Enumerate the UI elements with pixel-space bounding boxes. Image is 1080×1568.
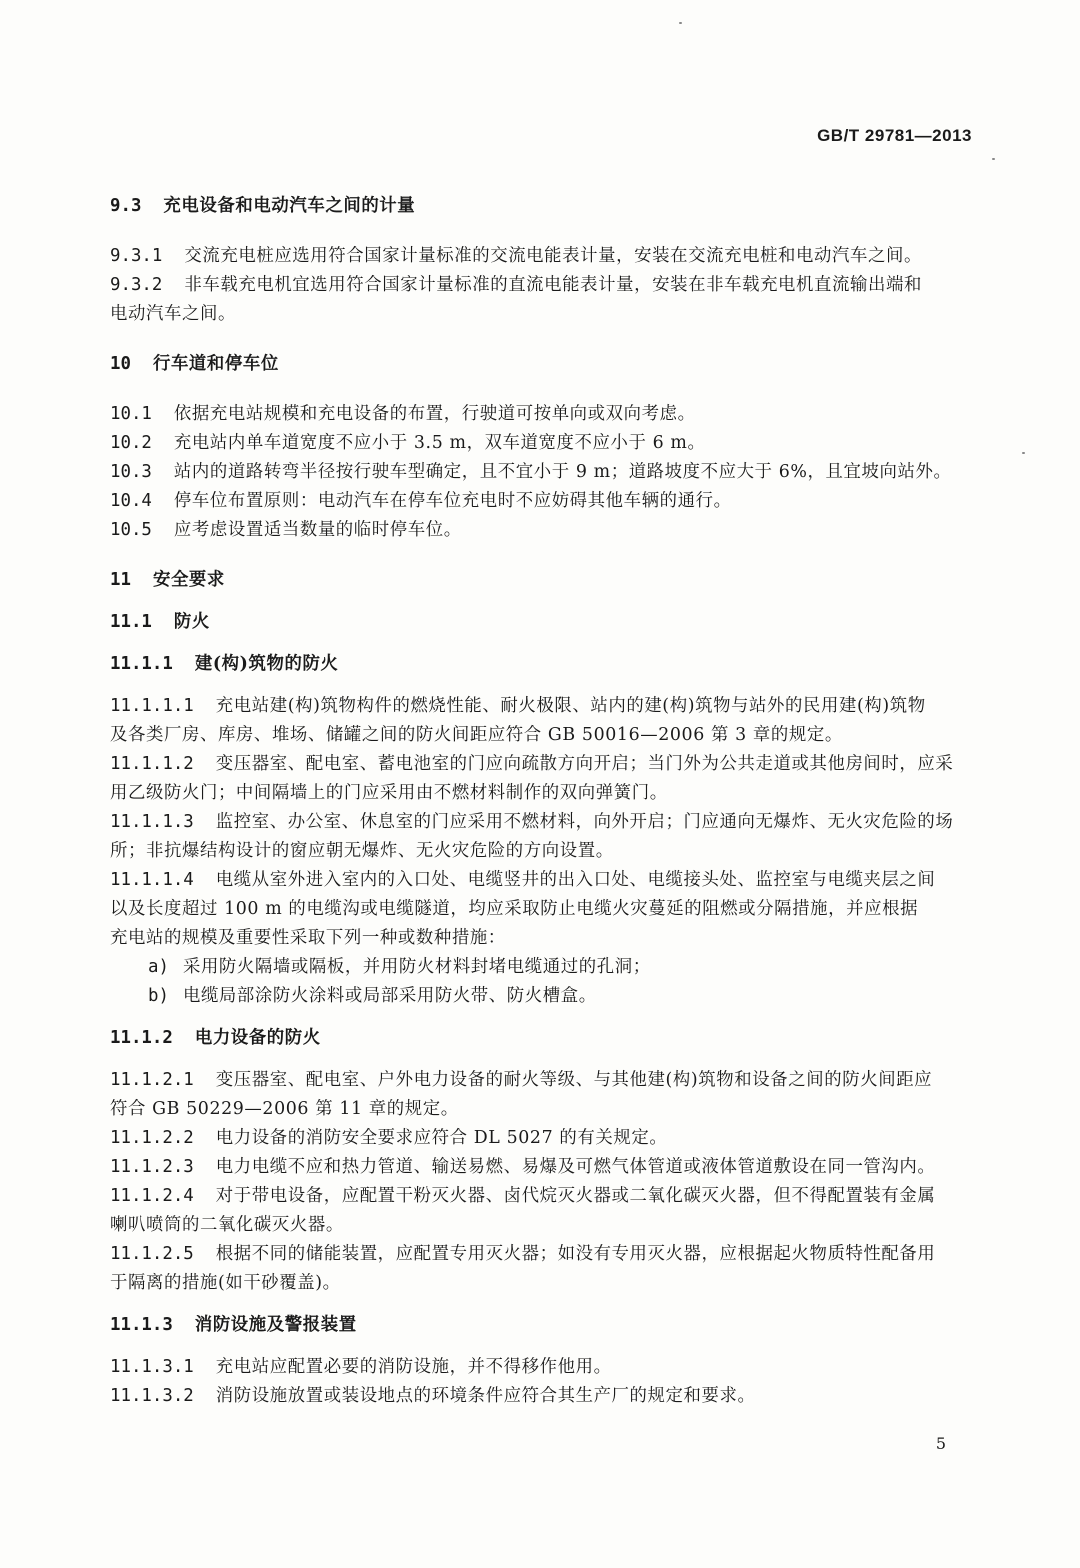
clause-number: 9.3.1 <box>110 246 163 266</box>
clause-number: 11.1 <box>110 612 152 632</box>
clause-text: 及各类厂房、库房、堆场、储罐之间的防火间距应符合 GB 50016—2006 第 3 章的规定。 <box>110 725 843 745</box>
standard-code: GB/T 29781—2013 <box>817 126 972 145</box>
clause-text: 于隔离的措施(如干砂覆盖)。 <box>110 1273 341 1293</box>
clause-text: 符合 GB 50229—2006 第 11 章的规定。 <box>110 1099 459 1119</box>
list-item <box>110 982 972 1011</box>
clause-text: 非车载充电机宜选用符合国家计量标准的直流电能表计量，安装在非车载充电机直流输出端和 <box>184 275 922 295</box>
clause-text: 变压器室、配电室、户外电力设备的耐火等级、与其他建(构)筑物和设备之间的防火间距应 <box>215 1070 933 1090</box>
clause-text: 站内的道路转弯半径按行驶车型确定，且不宜小于 9 m；道路坡度不应大于 6%，且宜坡向站外。 <box>173 462 952 482</box>
clause-text: 采用防火隔墙或隔板，并用防火材料封堵电缆通过的孔洞； <box>182 957 651 977</box>
paragraph-line <box>110 1382 972 1411</box>
clause-number: 9.3.2 <box>110 275 163 295</box>
scan-speck <box>992 158 995 160</box>
clause-text: 停车位布置原则：电动汽车在停车位充电时不应妨碍其他车辆的通行。 <box>173 491 732 511</box>
clause-text: 用乙级防火门；中间隔墙上的门应采用由不燃材料制作的双向弹簧门。 <box>110 783 668 803</box>
clause-number: 10.5 <box>110 520 152 540</box>
paragraph-line <box>110 1269 972 1298</box>
clause-number: 10.1 <box>110 404 152 424</box>
paragraph-line <box>110 837 972 866</box>
paragraph-line <box>110 1353 972 1382</box>
clause-number: 11.1.1.2 <box>110 754 194 774</box>
paragraph-line <box>110 779 972 808</box>
clause-text: 消防设施及警报装置 <box>194 1315 357 1335</box>
list-item <box>110 953 972 982</box>
scan-speck <box>1022 452 1025 454</box>
paragraph-line <box>110 400 972 429</box>
clause-text: 消防设施放置或装设地点的环境条件应符合其生产厂的规定和要求。 <box>215 1386 756 1406</box>
paragraph-line <box>110 271 972 300</box>
clause-text: 充电站的规模及重要性采取下列一种或数种措施： <box>110 928 506 948</box>
clause-text: 根据不同的储能装置，应配置专用灭火器；如没有专用灭火器，应根据起火物质特性配备用 <box>215 1244 936 1264</box>
page-number: 5 <box>935 1434 946 1453</box>
paragraph-line <box>110 692 972 721</box>
paragraph-line <box>110 1153 972 1182</box>
document-body <box>110 192 972 1411</box>
paragraph-line <box>110 429 972 458</box>
section-heading <box>110 566 972 595</box>
clause-number: 11.1.1.1 <box>110 696 194 716</box>
paragraph-line <box>110 516 972 545</box>
clause-text: 变压器室、配电室、蓄电池室的门应向疏散方向开启；当门外为公共走道或其他房间时，应采 <box>215 754 954 774</box>
clause-text: 电力设备的防火 <box>194 1028 321 1048</box>
paragraph-line <box>110 242 972 271</box>
clause-text: 建(构)筑物的防火 <box>194 654 339 674</box>
clause-text: 防火 <box>173 612 210 632</box>
scan-speck <box>679 22 682 24</box>
clause-number: 10.4 <box>110 491 152 511</box>
clause-text: 电缆从室外进入室内的入口处、电缆竖井的出入口处、电缆接头处、监控室与电缆夹层之间 <box>215 870 936 890</box>
paragraph-line <box>110 1095 972 1124</box>
paragraph-line <box>110 895 972 924</box>
clause-number: 10.2 <box>110 433 152 453</box>
clause-text: 电动汽车之间。 <box>110 304 236 324</box>
clause-text: 充电站应配置必要的消防设施，并不得移作他用。 <box>215 1357 612 1377</box>
section-heading <box>110 350 972 379</box>
clause-text: 交流充电桩应选用符合国家计量标准的交流电能表计量，安装在交流充电桩和电动汽车之间。 <box>184 246 922 266</box>
paragraph-line <box>110 1066 972 1095</box>
clause-text: 电力电缆不应和热力管道、输送易燃、易爆及可燃气体管道或液体管道敷设在同一管沟内。 <box>215 1157 936 1177</box>
clause-text: 充电设备和电动汽车之间的计量 <box>163 196 416 216</box>
clause-text: 以及长度超过 100 m 的电缆沟或电缆隧道，均应采取防止电缆火灾蔓延的阻燃或分隔措施，并应根据 <box>110 899 919 919</box>
paragraph-line <box>110 1211 972 1240</box>
clause-text: 充电站建(构)筑物构件的燃烧性能、耐火极限、站内的建(构)筑物与站外的民用建(构)筑物 <box>215 696 926 716</box>
paragraph-line <box>110 300 972 329</box>
clause-number: 11 <box>110 570 131 590</box>
clause-number: 11.1.2.3 <box>110 1157 194 1177</box>
clause-text: 监控室、办公室、休息室的门应采用不燃材料，向外开启；门应通向无爆炸、无火灾危险的场 <box>215 812 954 832</box>
clause-number: 10.3 <box>110 462 152 482</box>
paragraph-line <box>110 1182 972 1211</box>
clause-number: 9.3 <box>110 196 142 216</box>
clause-number: 10 <box>110 354 131 374</box>
clause-text: 所；非抗爆结构设计的窗应朝无爆炸、无火灾危险的方向设置。 <box>110 841 614 861</box>
paragraph-line <box>110 808 972 837</box>
clause-text: 应考虑设置适当数量的临时停车位。 <box>173 520 462 540</box>
clause-text: 电力设备的消防安全要求应符合 DL 5027 的有关规定。 <box>215 1128 668 1148</box>
section-heading <box>110 1311 972 1340</box>
clause-number: 11.1.2 <box>110 1028 173 1048</box>
section-heading <box>110 608 972 637</box>
clause-number: 11.1.2.1 <box>110 1070 194 1090</box>
clause-text: 充电站内单车道宽度不应小于 3.5 m，双车道宽度不应小于 6 m。 <box>173 433 706 453</box>
list-marker: b) <box>148 986 169 1006</box>
clause-number: 11.1.2.4 <box>110 1186 194 1206</box>
paragraph-line <box>110 487 972 516</box>
clause-text: 喇叭喷筒的二氧化碳灭火器。 <box>110 1215 344 1235</box>
paragraph-line <box>110 1240 972 1269</box>
clause-number: 11.1.2.5 <box>110 1244 194 1264</box>
clause-text: 行车道和停车位 <box>152 354 279 374</box>
paragraph-line <box>110 1124 972 1153</box>
paragraph-line <box>110 721 972 750</box>
list-marker: a) <box>148 957 169 977</box>
clause-number: 11.1.3 <box>110 1315 173 1335</box>
clause-number: 11.1.2.2 <box>110 1128 194 1148</box>
section-heading <box>110 650 972 679</box>
clause-number: 11.1.1.4 <box>110 870 194 890</box>
clause-number: 11.1.1 <box>110 654 173 674</box>
clause-text: 依据充电站规模和充电设备的布置，行驶道可按单向或双向考虑。 <box>173 404 696 424</box>
paragraph-line <box>110 924 972 953</box>
section-heading <box>110 1024 972 1053</box>
paragraph-line <box>110 458 972 487</box>
paragraph-line <box>110 866 972 895</box>
clause-text: 电缆局部涂防火涂料或局部采用防火带、防火槽盒。 <box>182 986 597 1006</box>
clause-number: 11.1.3.1 <box>110 1357 194 1377</box>
clause-text: 安全要求 <box>152 570 225 590</box>
clause-text: 对于带电设备，应配置干粉灭火器、卤代烷灭火器或二氧化碳灭火器，但不得配置装有金属 <box>215 1186 936 1206</box>
paragraph-line <box>110 750 972 779</box>
clause-number: 11.1.3.2 <box>110 1386 194 1406</box>
section-heading <box>110 192 972 221</box>
clause-number: 11.1.1.3 <box>110 812 194 832</box>
